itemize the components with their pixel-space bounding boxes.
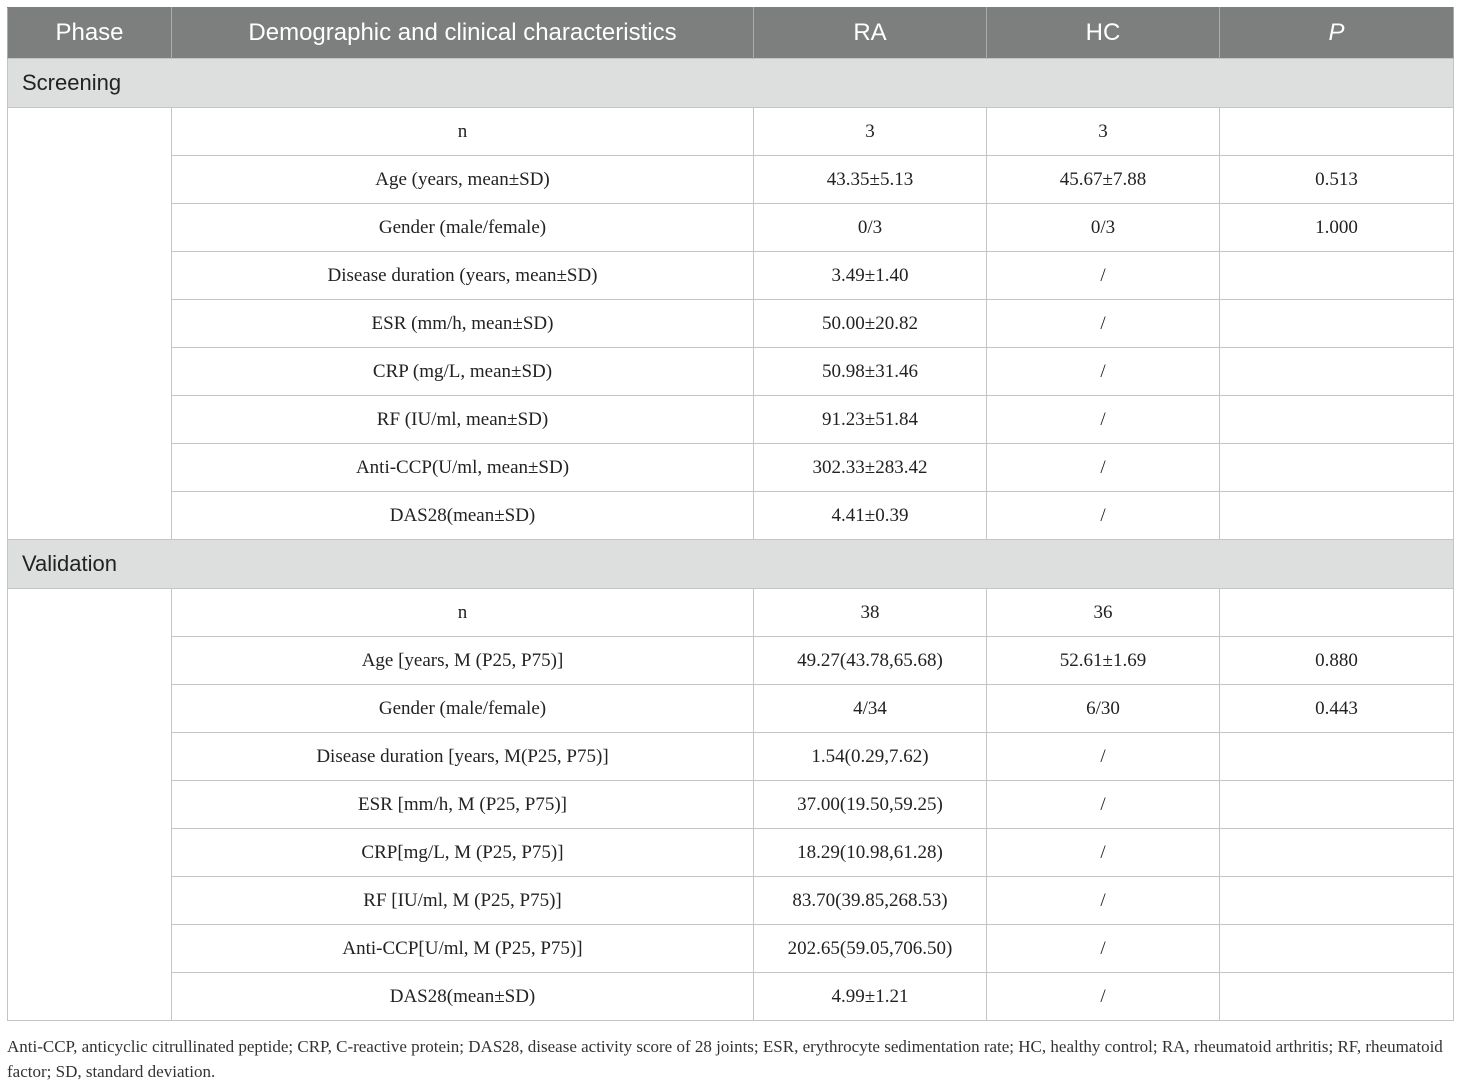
table-row: [8, 829, 1454, 877]
p-value-cell: [1220, 733, 1454, 781]
characteristic-cell: Disease duration [years, M(P25, P75)]: [172, 733, 754, 781]
ra-cell: 0/3: [754, 204, 987, 252]
table-row: [8, 589, 1454, 637]
table-row: [8, 973, 1454, 1021]
header-characteristics: Demographic and clinical characteristics: [172, 8, 754, 59]
ra-cell: 4.41±0.39: [754, 492, 987, 540]
ra-cell: 3.49±1.40: [754, 252, 987, 300]
hc-cell: /: [987, 877, 1220, 925]
table-row: [8, 925, 1454, 973]
characteristic-cell: RF (IU/ml, mean±SD): [172, 396, 754, 444]
characteristics-table-container: [7, 7, 1453, 1021]
table-row: [8, 781, 1454, 829]
header-p-value: P: [1220, 8, 1454, 59]
p-value-cell: 1.000: [1220, 204, 1454, 252]
p-value-cell: [1220, 252, 1454, 300]
p-value-cell: [1220, 396, 1454, 444]
p-value-cell: [1220, 781, 1454, 829]
hc-cell: /: [987, 444, 1220, 492]
hc-cell: /: [987, 492, 1220, 540]
p-value-cell: [1220, 925, 1454, 973]
p-value-cell: 0.513: [1220, 156, 1454, 204]
hc-cell: 6/30: [987, 685, 1220, 733]
characteristic-cell: Age [years, M (P25, P75)]: [172, 637, 754, 685]
p-value-cell: [1220, 973, 1454, 1021]
table-row: [8, 877, 1454, 925]
p-value-cell: 0.880: [1220, 637, 1454, 685]
header-row: [8, 8, 1454, 59]
characteristic-cell: n: [172, 589, 754, 637]
hc-cell: /: [987, 300, 1220, 348]
hc-cell: 3: [987, 108, 1220, 156]
section-row-screening: [8, 59, 1454, 108]
p-value-cell: [1220, 108, 1454, 156]
phase-cell: [8, 108, 172, 540]
table-row: [8, 204, 1454, 252]
hc-cell: /: [987, 781, 1220, 829]
characteristic-cell: Age (years, mean±SD): [172, 156, 754, 204]
ra-cell: 83.70(39.85,268.53): [754, 877, 987, 925]
p-value-cell: 0.443: [1220, 685, 1454, 733]
hc-cell: /: [987, 396, 1220, 444]
hc-cell: /: [987, 925, 1220, 973]
header-hc: HC: [987, 8, 1220, 59]
table-row: [8, 685, 1454, 733]
table-row: [8, 300, 1454, 348]
characteristic-cell: Gender (male/female): [172, 204, 754, 252]
table-row: [8, 252, 1454, 300]
ra-cell: 1.54(0.29,7.62): [754, 733, 987, 781]
p-value-cell: [1220, 444, 1454, 492]
hc-cell: 45.67±7.88: [987, 156, 1220, 204]
hc-cell: /: [987, 829, 1220, 877]
characteristic-cell: CRP (mg/L, mean±SD): [172, 348, 754, 396]
p-value-cell: [1220, 829, 1454, 877]
phase-cell: [8, 589, 172, 1021]
hc-cell: 36: [987, 589, 1220, 637]
hc-cell: /: [987, 348, 1220, 396]
characteristic-cell: Gender (male/female): [172, 685, 754, 733]
ra-cell: 50.00±20.82: [754, 300, 987, 348]
characteristic-cell: CRP[mg/L, M (P25, P75)]: [172, 829, 754, 877]
p-value-cell: [1220, 589, 1454, 637]
characteristic-cell: RF [IU/ml, M (P25, P75)]: [172, 877, 754, 925]
characteristic-cell: Disease duration (years, mean±SD): [172, 252, 754, 300]
ra-cell: 37.00(19.50,59.25): [754, 781, 987, 829]
hc-cell: /: [987, 733, 1220, 781]
characteristic-cell: DAS28(mean±SD): [172, 492, 754, 540]
characteristic-cell: Anti-CCP[U/ml, M (P25, P75)]: [172, 925, 754, 973]
ra-cell: 43.35±5.13: [754, 156, 987, 204]
hc-cell: /: [987, 973, 1220, 1021]
table-row: [8, 492, 1454, 540]
section-row-validation: [8, 540, 1454, 589]
table-row: [8, 444, 1454, 492]
ra-cell: 18.29(10.98,61.28): [754, 829, 987, 877]
characteristic-cell: DAS28(mean±SD): [172, 973, 754, 1021]
ra-cell: 302.33±283.42: [754, 444, 987, 492]
ra-cell: 4/34: [754, 685, 987, 733]
table-header: [8, 8, 1454, 59]
header-ra: RA: [754, 8, 987, 59]
p-value-cell: [1220, 348, 1454, 396]
table-row: [8, 637, 1454, 685]
hc-cell: 0/3: [987, 204, 1220, 252]
ra-cell: 49.27(43.78,65.68): [754, 637, 987, 685]
table-row: [8, 156, 1454, 204]
table-row: [8, 733, 1454, 781]
hc-cell: /: [987, 252, 1220, 300]
ra-cell: 3: [754, 108, 987, 156]
characteristic-cell: Anti-CCP(U/ml, mean±SD): [172, 444, 754, 492]
table-row: [8, 108, 1454, 156]
section-label: Validation: [8, 540, 1454, 589]
table-body: [8, 59, 1454, 1021]
table-footnote: Anti-CCP, anticyclic citrullinated peptide; CRP, C-reactive protein; DAS28, disease activity score of 28 joints; ESR, erythrocyte sedimentation rate; HC, healthy control; RA, rheumatoid arthritis; RF, rheumatoid factor; SD, standard deviation.: [7, 1037, 1443, 1081]
p-value-cell: [1220, 492, 1454, 540]
ra-cell: 202.65(59.05,706.50): [754, 925, 987, 973]
characteristic-cell: n: [172, 108, 754, 156]
table-row: [8, 396, 1454, 444]
ra-cell: 91.23±51.84: [754, 396, 987, 444]
ra-cell: 38: [754, 589, 987, 637]
p-value-cell: [1220, 300, 1454, 348]
ra-cell: 4.99±1.21: [754, 973, 987, 1021]
characteristic-cell: ESR [mm/h, M (P25, P75)]: [172, 781, 754, 829]
section-label: Screening: [8, 59, 1454, 108]
header-phase: Phase: [8, 8, 172, 59]
ra-cell: 50.98±31.46: [754, 348, 987, 396]
characteristic-cell: ESR (mm/h, mean±SD): [172, 300, 754, 348]
hc-cell: 52.61±1.69: [987, 637, 1220, 685]
characteristics-table: [7, 7, 1454, 1021]
table-row: [8, 348, 1454, 396]
p-value-cell: [1220, 877, 1454, 925]
